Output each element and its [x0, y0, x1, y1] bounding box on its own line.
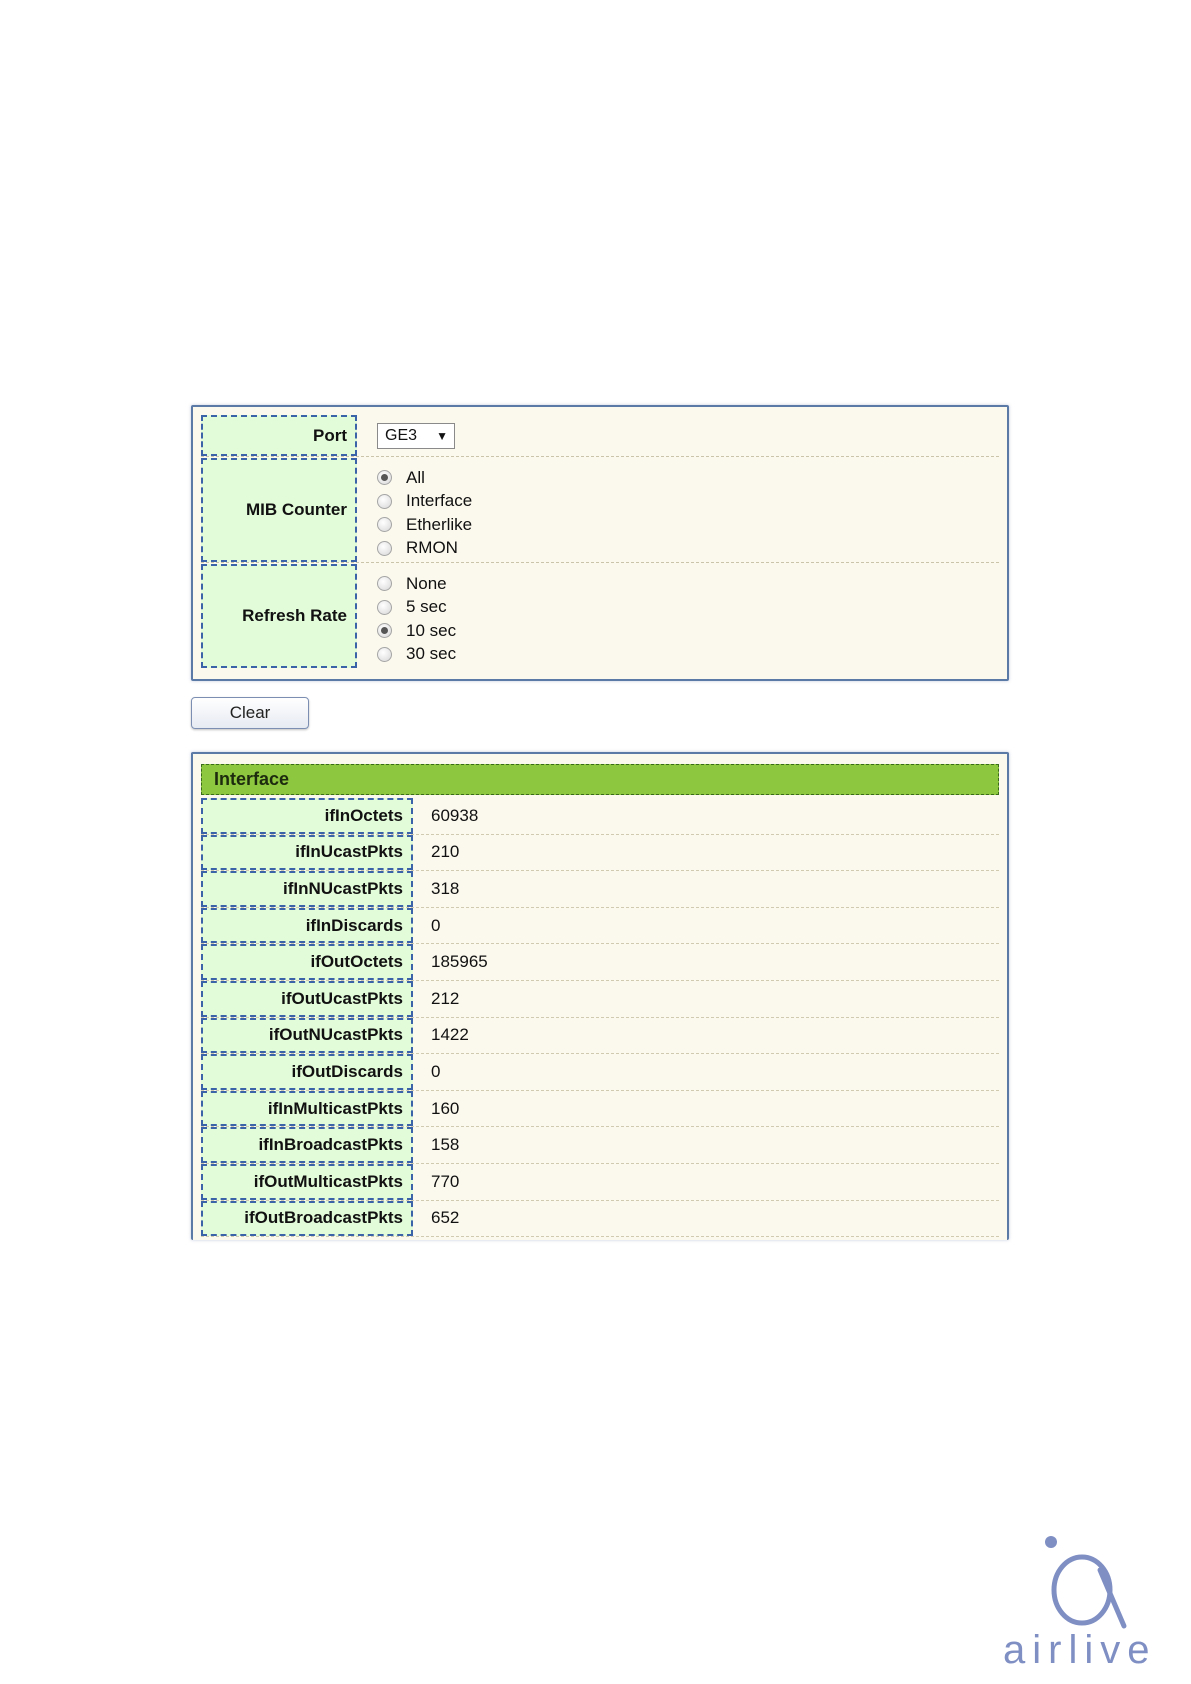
counter-value: 0 — [431, 915, 441, 935]
counter-value: 318 — [431, 878, 460, 898]
counter-name: ifOutOctets — [201, 944, 413, 980]
counter-name: ifOutDiscards — [201, 1054, 413, 1090]
radio-label: 5 sec — [406, 597, 447, 617]
table-row — [201, 1201, 999, 1238]
table-row — [201, 944, 999, 981]
mib-option-etherlike[interactable] — [377, 513, 472, 537]
radio-button[interactable] — [377, 600, 392, 615]
port-select-value: GE3 — [385, 427, 418, 444]
port-label: Port — [201, 415, 357, 456]
port-row — [201, 415, 999, 457]
table-row — [201, 1054, 999, 1091]
counter-name: ifOutUcastPkts — [201, 981, 413, 1017]
settings-panel — [191, 405, 1009, 681]
counter-name: ifInUcastPkts — [201, 835, 413, 871]
counter-value: 210 — [431, 842, 460, 862]
counter-value: 60938 — [431, 805, 479, 825]
interface-counters-panel — [191, 752, 1009, 1240]
table-row — [201, 1091, 999, 1128]
counter-name: ifInOctets — [201, 798, 413, 834]
mib-option-rmon[interactable] — [377, 537, 472, 561]
refresh-rate-options — [377, 572, 456, 666]
table-row — [201, 1018, 999, 1055]
mib-counter-label: MIB Counter — [201, 458, 357, 562]
radio-label: RMON — [406, 538, 458, 558]
port-field — [377, 415, 999, 456]
counter-name: ifOutMulticastPkts — [201, 1164, 413, 1200]
radio-button[interactable] — [377, 647, 392, 662]
port-select[interactable] — [377, 423, 455, 449]
counter-table — [201, 798, 999, 1237]
counter-name: ifInMulticastPkts — [201, 1091, 413, 1127]
radio-button[interactable] — [377, 576, 392, 591]
counter-name: ifOutNUcastPkts — [201, 1018, 413, 1054]
counter-name: ifInDiscards — [201, 908, 413, 944]
radio-label: All — [406, 467, 425, 487]
radio-label: 10 sec — [406, 620, 457, 640]
mib-counter-row — [201, 458, 999, 563]
counter-value: 185965 — [431, 952, 488, 972]
mib-counter-field — [377, 458, 999, 562]
counter-value: 160 — [431, 1098, 460, 1118]
refresh-option-none[interactable] — [377, 572, 456, 596]
refresh-option-5-sec[interactable] — [377, 596, 456, 620]
table-row — [201, 835, 999, 872]
radio-label: Interface — [406, 491, 473, 511]
refresh-rate-label: Refresh Rate — [201, 564, 357, 668]
table-row — [201, 798, 999, 835]
mib-option-interface[interactable] — [377, 490, 472, 514]
interface-section-title: Interface — [201, 764, 999, 795]
radio-label: Etherlike — [406, 514, 473, 534]
counter-value: 1422 — [431, 1025, 469, 1045]
radio-button[interactable] — [377, 623, 392, 638]
radio-button[interactable] — [377, 494, 392, 509]
dropdown-arrow-icon: ▼ — [436, 429, 448, 443]
airlive-brand-name: airlive — [1003, 1628, 1157, 1672]
table-row — [201, 908, 999, 945]
table-row — [201, 871, 999, 908]
table-row — [201, 1164, 999, 1201]
counter-value: 652 — [431, 1208, 460, 1228]
counter-value: 158 — [431, 1135, 460, 1155]
refresh-option-10-sec[interactable] — [377, 619, 456, 643]
radio-label: 30 sec — [406, 644, 457, 664]
refresh-option-30-sec[interactable] — [377, 643, 456, 667]
radio-button[interactable] — [377, 541, 392, 556]
counter-value: 770 — [431, 1171, 460, 1191]
mib-option-all[interactable] — [377, 466, 472, 490]
table-row — [201, 1127, 999, 1164]
counter-value: 0 — [431, 1061, 441, 1081]
counter-name: ifInBroadcastPkts — [201, 1127, 413, 1163]
radio-button[interactable] — [377, 517, 392, 532]
table-row — [201, 981, 999, 1018]
radio-label: None — [406, 573, 447, 593]
counter-value: 212 — [431, 988, 460, 1008]
radio-button[interactable] — [377, 470, 392, 485]
refresh-rate-row — [201, 564, 999, 668]
clear-button[interactable]: Clear — [191, 697, 309, 729]
counter-name: ifInNUcastPkts — [201, 871, 413, 907]
mib-counter-options — [377, 466, 472, 560]
refresh-rate-field — [377, 564, 999, 668]
counter-name: ifOutBroadcastPkts — [201, 1201, 413, 1237]
